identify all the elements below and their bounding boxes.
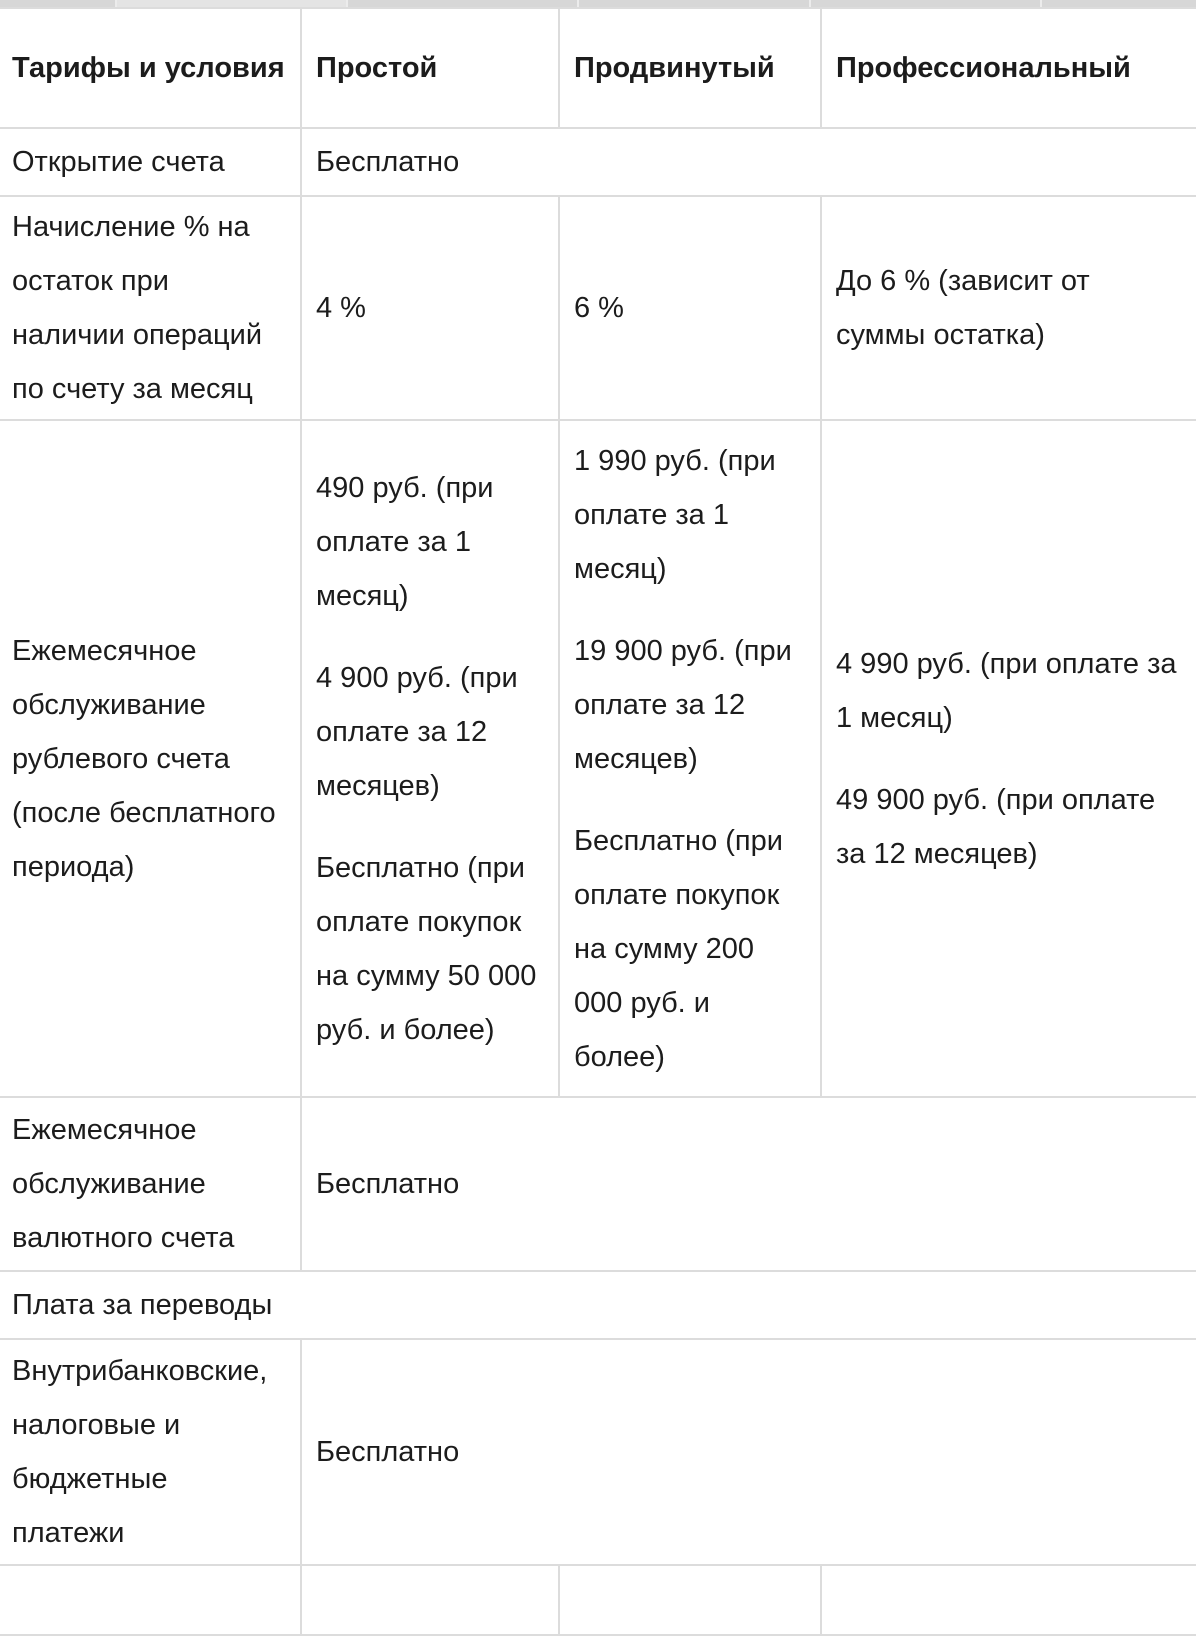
tab-strip-segment (117, 0, 348, 7)
tab-strip-segment (811, 0, 1042, 7)
price-line: Бесплатно (при оплате покупок на сумму 50 000 руб. и более) (316, 851, 537, 1046)
value-internal-payments: Бесплатно (301, 1339, 1196, 1565)
top-tab-strip (0, 0, 1196, 7)
table-row (0, 1097, 1196, 1271)
empty-cell (301, 1565, 559, 1635)
value-account-opening: Бесплатно (301, 128, 1196, 196)
tariffs-table (0, 7, 1196, 1636)
empty-cell (559, 1565, 821, 1635)
price-line: 1 990 руб. (при оплате за 1 месяц) (574, 444, 776, 585)
value-interest-professional: До 6 % (зависит от суммы остатка) (821, 196, 1196, 420)
table-row (0, 1339, 1196, 1565)
row-label-internal-payments: Внутрибанковские, налоговые и бюджетные платежи (0, 1339, 301, 1565)
price-line: 19 900 руб. (при оплате за 12 месяцев) (574, 634, 792, 775)
row-label-ruble-service: Ежемесячное обслуживание рублевого счета (после бесплатного периода) (0, 420, 301, 1097)
value-interest-simple: 4 % (301, 196, 559, 420)
price-line: Бесплатно (при оплате покупок на сумму 200 000 руб. и более) (574, 824, 783, 1073)
row-label-account-opening: Открытие счета (0, 128, 301, 196)
table-row (0, 420, 1196, 1097)
row-label-interest: Начисление % на остаток при наличии операций по счету за месяц (0, 196, 301, 420)
value-ruble-service-simple (301, 420, 559, 1097)
value-ruble-service-professional (821, 420, 1196, 1097)
header-cell-professional: Профессиональный (821, 8, 1196, 128)
empty-cell (821, 1565, 1196, 1635)
header-cell-simple: Простой (301, 8, 559, 128)
price-line: 4 990 руб. (при оплате за 1 месяц) (836, 647, 1177, 734)
table-row (0, 1271, 1196, 1339)
price-line: 490 руб. (при оплате за 1 месяц) (316, 471, 494, 612)
row-label-transfer-fees: Плата за переводы (0, 1271, 1196, 1339)
tab-strip-segment (348, 0, 579, 7)
header-cell-advanced: Продвинутый (559, 8, 821, 128)
header-row (0, 8, 1196, 128)
tab-strip-segment (579, 0, 811, 7)
value-ruble-service-advanced (559, 420, 821, 1097)
price-line: 4 900 руб. (при оплате за 12 месяцев) (316, 661, 518, 802)
tab-strip-segment (0, 0, 117, 7)
row-label-currency-service: Ежемесячное обслуживание валютного счета (0, 1097, 301, 1271)
value-currency-service: Бесплатно (301, 1097, 1196, 1271)
table-row (0, 128, 1196, 196)
table-row-partial (0, 1565, 1196, 1635)
empty-cell (0, 1565, 301, 1635)
table-row (0, 196, 1196, 420)
price-line: 49 900 руб. (при оплате за 12 месяцев) (836, 783, 1156, 870)
value-interest-advanced: 6 % (559, 196, 821, 420)
header-cell-conditions: Тарифы и условия (0, 8, 301, 128)
